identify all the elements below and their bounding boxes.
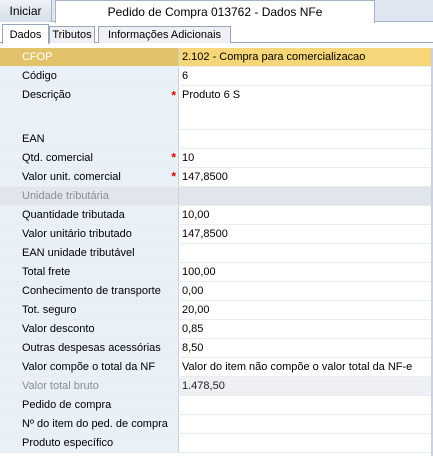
field-pedido-compra[interactable]: [178, 396, 433, 414]
label-produto-especifico: Produto específico: [0, 434, 178, 452]
row-descricao[interactable]: [0, 86, 433, 130]
label-item-pedido-compra: Nº do item do ped. de compra: [0, 415, 178, 433]
label-text: Valor unit. comercial: [22, 171, 121, 183]
field-valor-compoe-total[interactable]: Valor do item não compõe o valor total da NF-e: [178, 358, 433, 376]
field-cfop[interactable]: 2.102 - Compra para comercializacao: [178, 48, 433, 66]
row-valor-unit[interactable]: [0, 168, 433, 187]
row-produto-especifico[interactable]: [0, 434, 433, 453]
row-tot-seguro[interactable]: [0, 301, 433, 320]
row-quantidade-tributada[interactable]: [0, 206, 433, 225]
label-valor-desconto: Valor desconto: [0, 320, 178, 338]
field-produto-especifico[interactable]: [178, 434, 433, 452]
field-valor-total-bruto: 1.478,50: [178, 377, 433, 395]
field-tot-seguro[interactable]: 20,00: [178, 301, 433, 319]
label-ean: EAN: [0, 130, 178, 148]
label-unidade-tributaria: Unidade tributária: [0, 187, 178, 205]
row-valor-desconto[interactable]: [0, 320, 433, 339]
row-codigo[interactable]: [0, 67, 433, 86]
row-unidade-tributaria: [0, 187, 433, 206]
tab-informacoes-adicionais[interactable]: Informações Adicionais: [98, 26, 231, 43]
tab-tributos[interactable]: Tributos: [49, 26, 95, 43]
label-text: Descrição: [22, 89, 71, 101]
subtab-bar: [0, 24, 433, 43]
row-conhecimento-transporte[interactable]: [0, 282, 433, 301]
label-valor-compoe-total: Valor compõe o total da NF: [0, 358, 178, 376]
label-total-frete: Total frete: [0, 263, 178, 281]
row-outras-despesas[interactable]: [0, 339, 433, 358]
row-cfop[interactable]: [0, 48, 433, 67]
field-outras-despesas[interactable]: 8,50: [178, 339, 433, 357]
label-outras-despesas: Outras despesas acessórias: [0, 339, 178, 357]
tab-start[interactable]: Iniciar: [0, 0, 52, 22]
row-pedido-compra[interactable]: [0, 396, 433, 415]
field-ean[interactable]: [178, 130, 433, 148]
label-descricao: [0, 86, 178, 130]
label-tot-seguro: Tot. seguro: [0, 301, 178, 319]
required-icon: *: [171, 88, 176, 103]
field-ean-tributavel[interactable]: [178, 244, 433, 262]
label-qtd-comercial: [0, 149, 178, 167]
row-ean[interactable]: [0, 130, 433, 149]
field-item-pedido-compra[interactable]: [178, 415, 433, 433]
label-ean-tributavel: EAN unidade tributável: [0, 244, 178, 262]
label-valor-total-bruto: Valor total bruto: [0, 377, 178, 395]
label-pedido-compra: Pedido de compra: [0, 396, 178, 414]
row-valor-total-bruto: [0, 377, 433, 396]
field-valor-desconto[interactable]: 0,85: [178, 320, 433, 338]
field-quantidade-tributada[interactable]: 10,00: [178, 206, 433, 224]
field-conhecimento-transporte[interactable]: 0,00: [178, 282, 433, 300]
required-icon: *: [171, 150, 176, 165]
required-icon: *: [171, 169, 176, 184]
tab-purchase-order[interactable]: Pedido de Compra 013762 - Dados NFe: [55, 0, 375, 23]
field-valor-unit[interactable]: 147,8500: [178, 168, 433, 186]
field-valor-unitario-tributado[interactable]: 147,8500: [178, 225, 433, 243]
label-codigo: Código: [0, 67, 178, 85]
row-valor-compoe-total[interactable]: [0, 358, 433, 377]
label-text: Qtd. comercial: [22, 152, 93, 164]
row-ean-tributavel[interactable]: [0, 244, 433, 263]
field-qtd-comercial[interactable]: 10: [178, 149, 433, 167]
label-conhecimento-transporte: Conhecimento de transporte: [0, 282, 178, 300]
tab-dados[interactable]: Dados: [2, 24, 49, 44]
row-qtd-comercial[interactable]: [0, 149, 433, 168]
top-tab-bar: [0, 0, 433, 22]
field-total-frete[interactable]: 100,00: [178, 263, 433, 281]
label-valor-unit: [0, 168, 178, 186]
label-valor-unitario-tributado: Valor unitário tributado: [0, 225, 178, 243]
row-valor-unitario-tributado[interactable]: [0, 225, 433, 244]
field-descricao[interactable]: Produto 6 S: [178, 86, 433, 130]
row-item-pedido-compra[interactable]: [0, 415, 433, 434]
row-total-frete[interactable]: [0, 263, 433, 282]
label-cfop: CFOP: [0, 48, 178, 66]
label-quantidade-tributada: Quantidade tributada: [0, 206, 178, 224]
field-codigo[interactable]: 6: [178, 67, 433, 85]
field-unidade-tributaria: [178, 187, 433, 205]
